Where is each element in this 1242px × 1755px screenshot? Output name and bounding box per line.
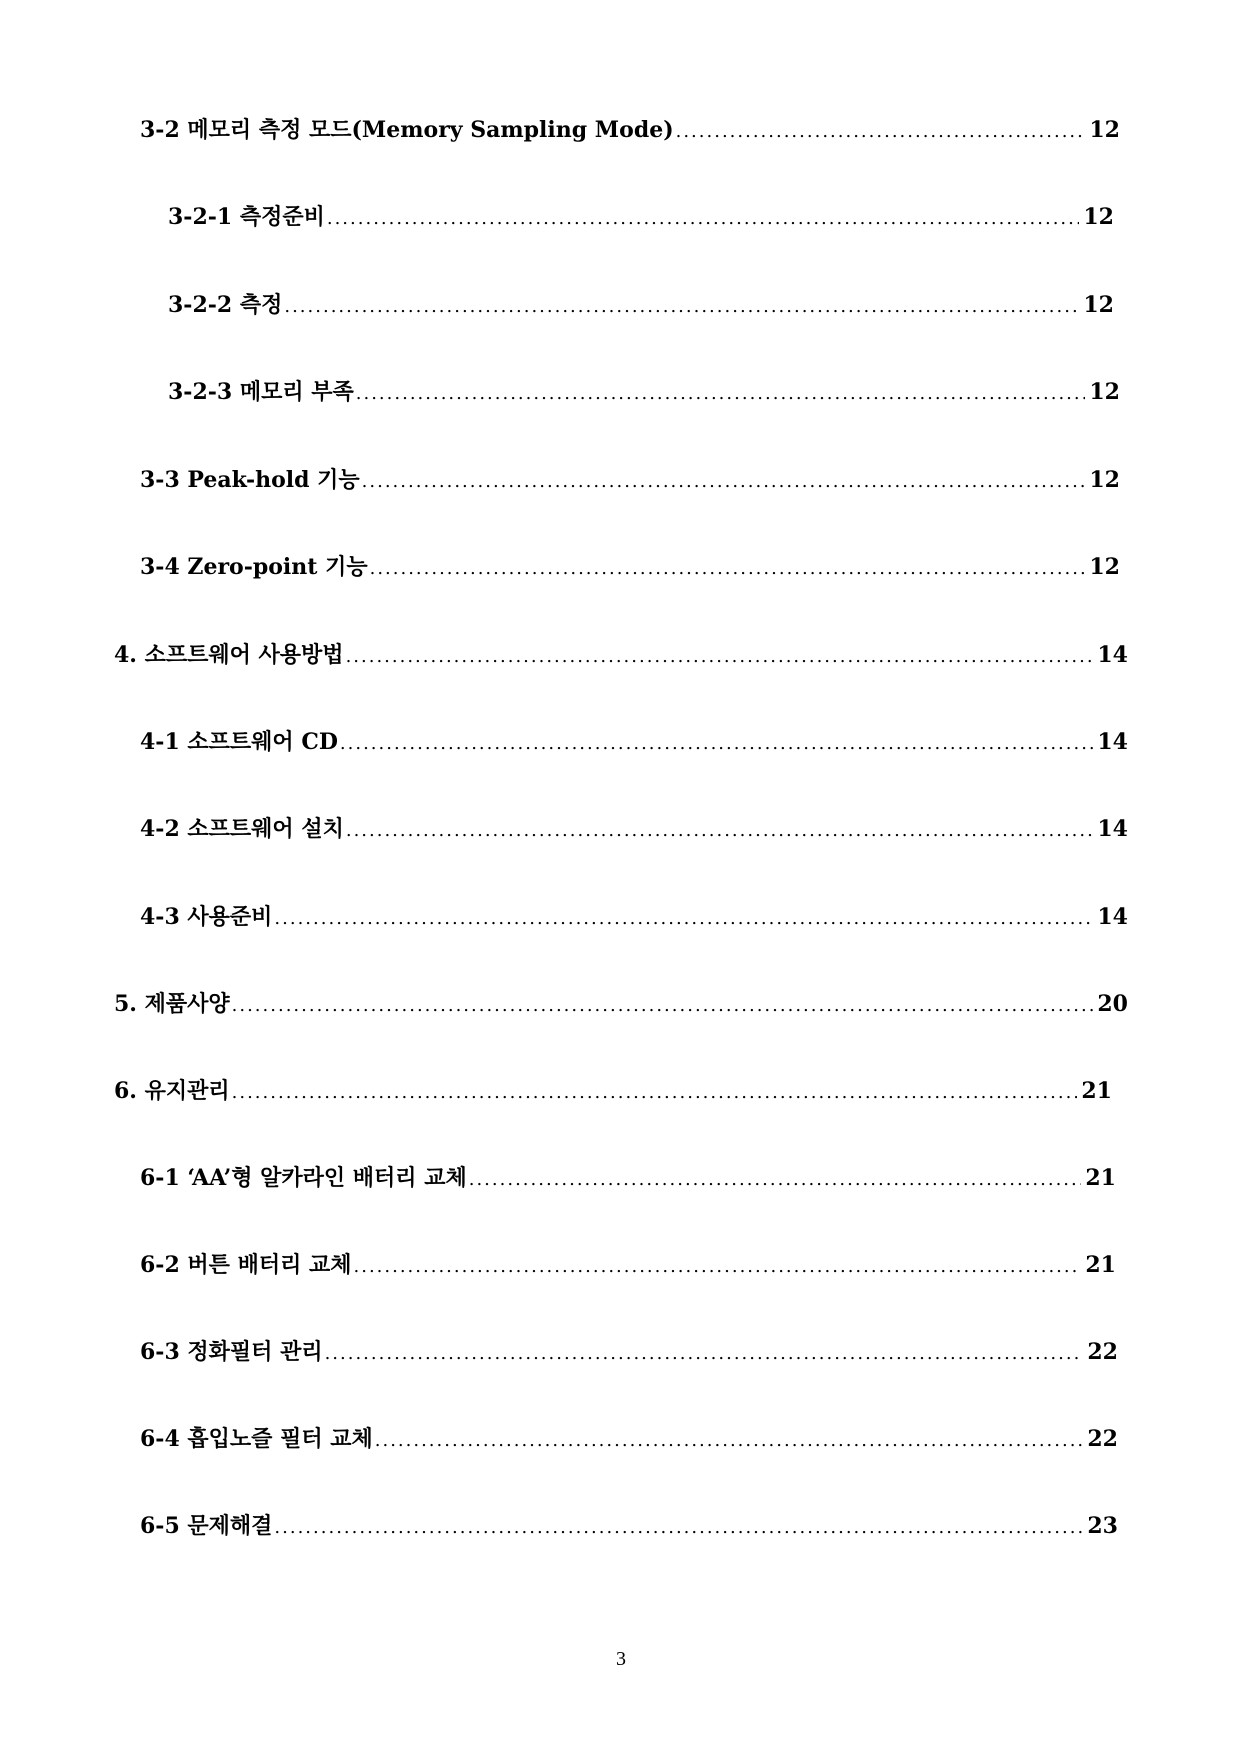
toc-entry-page: 22 [1087,1339,1118,1365]
toc-entry-page: 14 [1097,904,1128,930]
toc-dot-leader [232,1078,1078,1108]
toc-entry-label: 3-2-3 메모리 부족 [168,379,354,405]
toc-entry[interactable] [140,465,1120,497]
toc-entry[interactable] [140,1163,1116,1195]
toc-entry-page: 14 [1097,729,1128,755]
toc-dot-leader [284,292,1079,322]
toc-entry[interactable] [140,1337,1118,1369]
toc-entry[interactable] [140,552,1120,584]
toc-entry-label: 4-1 소프트웨어 CD [140,729,338,755]
toc-dot-leader [676,117,1086,147]
toc-entry-label: 3-2 메모리 측정 모드(Memory Sampling Mode) [140,117,674,143]
toc-entry-page: 12 [1089,554,1120,580]
toc-entry-page: 20 [1097,991,1128,1017]
toc-dot-leader [325,1339,1084,1369]
toc-dot-leader [375,1426,1084,1456]
toc-entry-label: 4-3 사용준비 [140,904,273,930]
toc-dot-leader [274,904,1093,934]
toc-entry[interactable] [114,989,1128,1021]
toc-entry-page: 21 [1085,1165,1116,1191]
toc-entry-page: 12 [1089,467,1120,493]
toc-entry-label: 5. 제품사양 [114,991,230,1017]
toc-entry-label: 6-4 흡입노즐 필터 교체 [140,1426,373,1452]
toc-entry[interactable] [140,115,1120,147]
toc-entry-page: 12 [1089,379,1120,405]
toc-entry[interactable] [140,1424,1118,1456]
toc-entry-label: 3-3 Peak-hold 기능 [140,467,360,493]
toc-dot-leader [346,816,1094,846]
toc-entry[interactable] [114,1076,1112,1108]
toc-entry[interactable] [140,1511,1118,1543]
toc-entry-page: 12 [1089,117,1120,143]
toc-entry-label: 4. 소프트웨어 사용방법 [114,642,344,668]
toc-dot-leader [354,1252,1082,1282]
toc-entry-page: 23 [1087,1513,1118,1539]
toc-entry-page: 12 [1083,204,1114,230]
toc-entry-label: 3-2-1 측정준비 [168,204,325,230]
toc-entry-label: 3-2-2 측정 [168,292,283,318]
toc-entry[interactable] [168,202,1114,234]
toc-entry[interactable] [168,290,1114,322]
toc-dot-leader [232,991,1094,1021]
toc-dot-leader [469,1165,1082,1195]
toc-entry[interactable] [140,814,1128,846]
toc-entry-page: 21 [1085,1252,1116,1278]
toc-entry-label: 6-2 버튼 배터리 교체 [140,1252,352,1278]
page-number: 3 [616,1648,626,1670]
toc-entry-label: 6-5 문제해결 [140,1513,273,1539]
toc-dot-leader [362,467,1086,497]
toc-dot-leader [327,204,1080,234]
toc-dot-leader [370,554,1086,584]
toc-entry-label: 6. 유지관리 [114,1078,230,1104]
toc-entry-page: 12 [1083,292,1114,318]
toc-entry[interactable] [140,727,1128,759]
toc-entry[interactable] [114,640,1128,672]
toc-dot-leader [356,379,1086,409]
toc-entry-page: 14 [1097,816,1128,842]
toc-entry[interactable] [140,1250,1116,1282]
toc-entry-label: 6-1 ‘AA’형 알카라인 배터리 교체 [140,1165,467,1191]
toc-entry-page: 21 [1081,1078,1112,1104]
toc-entry[interactable] [168,377,1120,409]
toc-entry-label: 3-4 Zero-point 기능 [140,554,368,580]
toc-entry-page: 22 [1087,1426,1118,1452]
toc-dot-leader [340,729,1093,759]
toc-entry-page: 14 [1097,642,1128,668]
toc-dot-leader [346,642,1094,672]
toc-entry-label: 4-2 소프트웨어 설치 [140,816,344,842]
toc-entry-label: 6-3 정화필터 관리 [140,1339,323,1365]
toc-dot-leader [274,1513,1083,1543]
toc-entry[interactable] [140,902,1128,934]
